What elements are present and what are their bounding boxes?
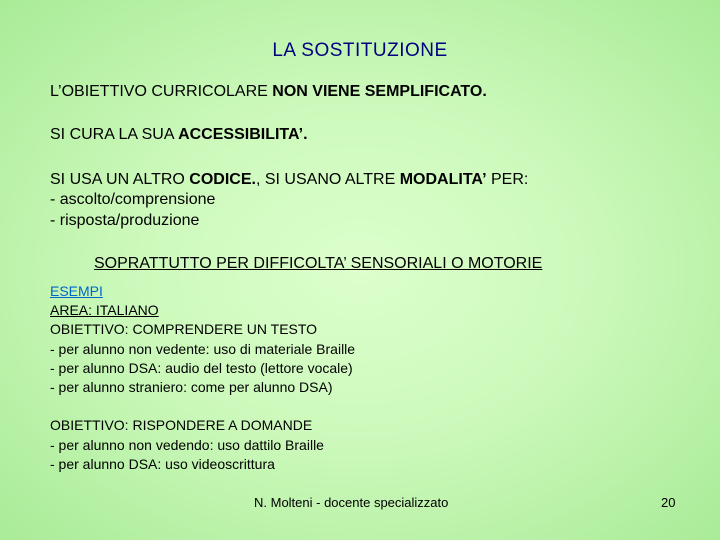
bullet-main-2: - risposta/produzione bbox=[50, 212, 200, 229]
text-bold: NON VIENE SEMPLIFICATO. bbox=[272, 83, 487, 100]
objective2-title: OBIETTIVO: RISPONDERE A DOMANDE bbox=[50, 417, 313, 433]
bullet-main-1: - ascolto/comprensione bbox=[50, 191, 216, 208]
objective2-item: - per alunno DSA: uso videoscrittura bbox=[50, 456, 275, 472]
footer-author: N. Molteni - docente specializzato bbox=[254, 495, 449, 510]
page-number: 20 bbox=[661, 495, 676, 510]
text-normal: SI USA UN ALTRO bbox=[50, 171, 190, 188]
text-line-objective bbox=[50, 83, 487, 101]
text-bold: MODALITA’ bbox=[399, 171, 487, 188]
text-normal: PER: bbox=[486, 171, 529, 188]
text-normal: L’OBIETTIVO CURRICOLARE bbox=[50, 83, 273, 100]
objective1-title: OBIETTIVO: COMPRENDERE UN TESTO bbox=[50, 321, 318, 337]
text-normal: , SI USANO ALTRE bbox=[255, 171, 400, 188]
examples-link[interactable]: ESEMPI bbox=[50, 283, 103, 299]
objective1-item: - per alunno straniero: come per alunno DSA) bbox=[50, 379, 333, 395]
text-line-accessibility bbox=[50, 126, 308, 144]
objective2-item: - per alunno non vedendo: uso dattilo Braille bbox=[50, 437, 324, 453]
slide-title: LA SOSTITUZIONE bbox=[272, 40, 448, 61]
subheading: SOPRATTUTTO PER DIFFICOLTA’ SENSORIALI O MOTORIE bbox=[94, 255, 543, 272]
text-normal: SI CURA LA SUA bbox=[50, 126, 179, 143]
objective1-item: - per alunno DSA: audio del testo (lettore vocale) bbox=[50, 360, 353, 376]
text-line-code bbox=[50, 171, 528, 189]
area-label: AREA: ITALIANO bbox=[50, 302, 159, 318]
text-bold: ACCESSIBILITA’. bbox=[178, 126, 308, 143]
objective1-item: - per alunno non vedente: uso di materiale Braille bbox=[50, 341, 356, 357]
text-bold: CODICE. bbox=[189, 171, 256, 188]
